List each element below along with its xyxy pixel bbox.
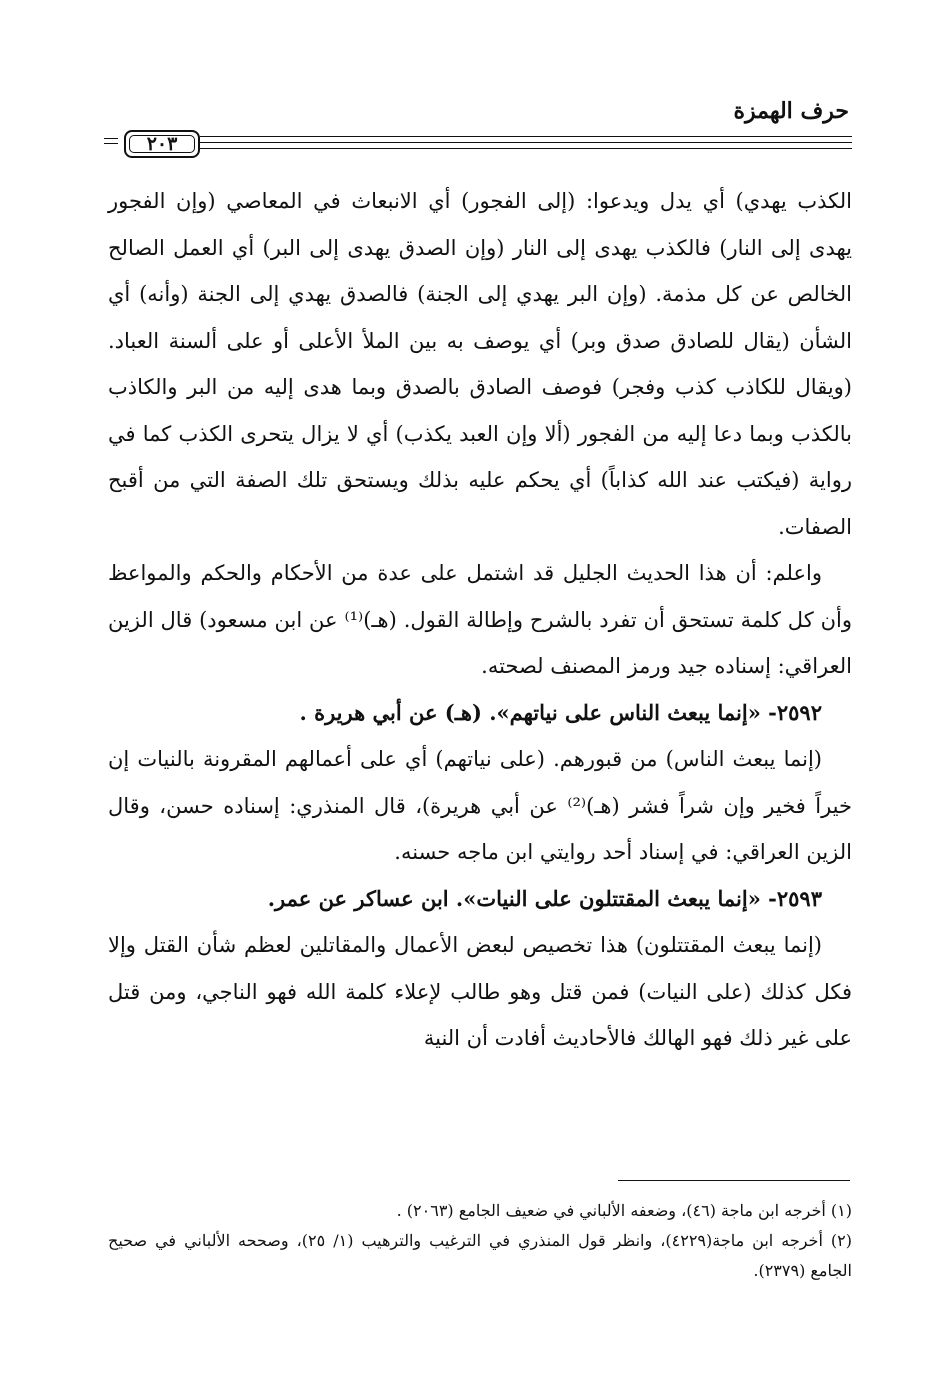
page-number: ٢٠٣ xyxy=(124,130,200,158)
hadith-2592: ٢٥٩٢- «إنما يبعث الناس على نياتهم». (هـ) عن أبي هريرة . xyxy=(299,699,822,725)
footnote-divider xyxy=(618,1180,850,1181)
paragraph-commentary-2592: (إنما يبعث الناس) من قبورهم. (على نياتهم) أي على أعمالهم المقرونة بالنيات إن خيراً فخير وإن شراً فشر (هـ)⁽²⁾ عن أبي هريرة)، قال المنذري: إسناده حسن، وقال الزين العراقي: في إسناد أحد روايتي ابن ماجه حسنه. xyxy=(108,747,852,864)
paragraph-commentary-2593: (إنما يبعث المقتتلون) هذا تخصيص لبعض الأعمال والمقاتلين لعظم شأن القتل وإلا فكل كذلك (على النيات) فمن قتل وهو طالب لإعلاء كلمة الله فهو الناجي، ومن قتل على غير ذلك فهو الهالك فالأحاديث أفادت أن النية xyxy=(108,933,852,1050)
footnotes xyxy=(108,1196,852,1286)
rule-tick-marks xyxy=(104,138,118,148)
header-rule xyxy=(104,130,852,156)
running-title: حرف الهمزة xyxy=(733,98,849,124)
paragraph-commentary-1: الكذب يهدي) أي يدل ويدعوا: (إلى الفجور) أي الانبعاث في المعاصي (وإن الفجور يهدى إلى النار) فالكذب يهدى إلى النار (وإن الصدق يهدى إلى البر) أي العمل الصالح الخالص عن كل مذمة. (وإن البر يهدي إلى الجنة) فالصدق يهدي إلى الجنة (وأنه) أي الشأن (يقال للصادق صدق وبر) أي يوصف به بين الملأ الأعلى أو على ألسنة العباد. (ويقال للكاذب كذب وفجر) فوصف الصادق بالصدق وبما هدى إليه من البر والكاذب بالكذب وبما دعا إليه من الفجور (ألا وإن العبد يكذب) أي لا يزال يتحرى الكذب كما في رواية (فيكتب عند الله كذاباً) أي يحكم عليه بذلك ويستحق تلك الصفة التي من أقبح الصفات. xyxy=(108,189,852,539)
main-text xyxy=(108,178,852,1062)
hadith-2593: ٢٥٩٣- «إنما يبعث المقتتلون على النيات». ابن عساكر عن عمر. xyxy=(267,885,822,911)
paragraph-commentary-2: واعلم: أن هذا الحديث الجليل قد اشتمل على عدة من الأحكام والحكم والمواعظ وأن كل كلمة تستحق أن تفرد بالشرح وإطالة القول. (هـ)⁽¹⁾ عن ابن مسعود) قال الزين العراقي: إسناده جيد ورمز المصنف لصحته. xyxy=(108,561,852,678)
footnote-2: (٢) أخرجه ابن ماجة(٤٢٢٩)، وانظر قول المنذري في الترغيب والترهيب (١/ ٢٥)، وصححه الألباني في صحيح الجامع (٢٣٧٩). xyxy=(108,1231,852,1280)
footnote-1: (١) أخرجه ابن ماجة (٤٦)، وضعفه الألباني في ضعيف الجامع (٢٠٦٣) . xyxy=(396,1201,852,1220)
